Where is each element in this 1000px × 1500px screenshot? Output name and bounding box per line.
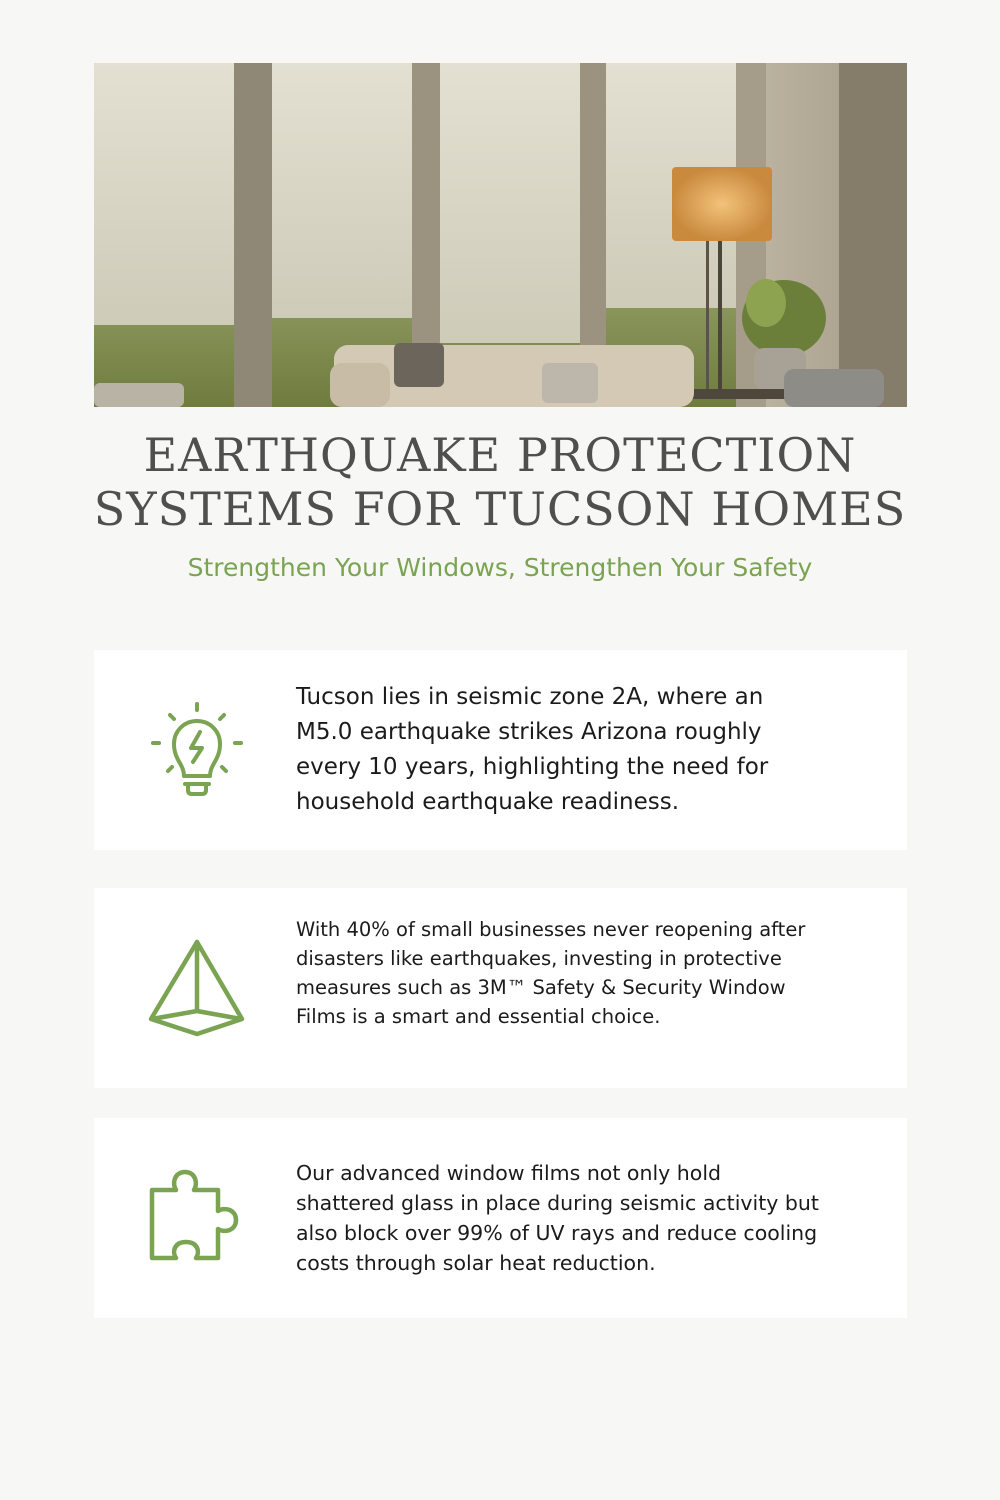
page-title	[60, 428, 940, 536]
info-card-seismic-zone	[94, 650, 907, 850]
info-card-window-films	[94, 1118, 907, 1318]
title-line-2: SYSTEMS FOR TUCSON HOMES	[93, 482, 907, 536]
pyramid-icon	[144, 936, 250, 1042]
card-text: With 40% of small businesses never reopening after disasters like earthquakes, investing in protective measures such as 3M™ Safety & Security Window Films is a smart and essential choice.	[296, 918, 806, 1028]
page-subtitle: Strengthen Your Windows, Strengthen Your Safety	[187, 553, 813, 582]
title-line-1: EARTHQUAKE PROTECTION	[143, 428, 857, 482]
lightbulb-lightning-icon	[144, 698, 250, 804]
info-card-small-businesses	[94, 888, 907, 1088]
puzzle-piece-icon	[144, 1166, 250, 1272]
hero-image	[94, 63, 907, 407]
card-text: Our advanced window films not only hold shattered glass in place during seismic activity but also block over 99% of UV rays and reduce cooling costs through solar heat reduction.	[296, 1161, 819, 1275]
card-text: Tucson lies in seismic zone 2A, where an M5.0 earthquake strikes Arizona roughly every 10 years, highlighting the need for household earthquake readiness.	[296, 684, 769, 815]
